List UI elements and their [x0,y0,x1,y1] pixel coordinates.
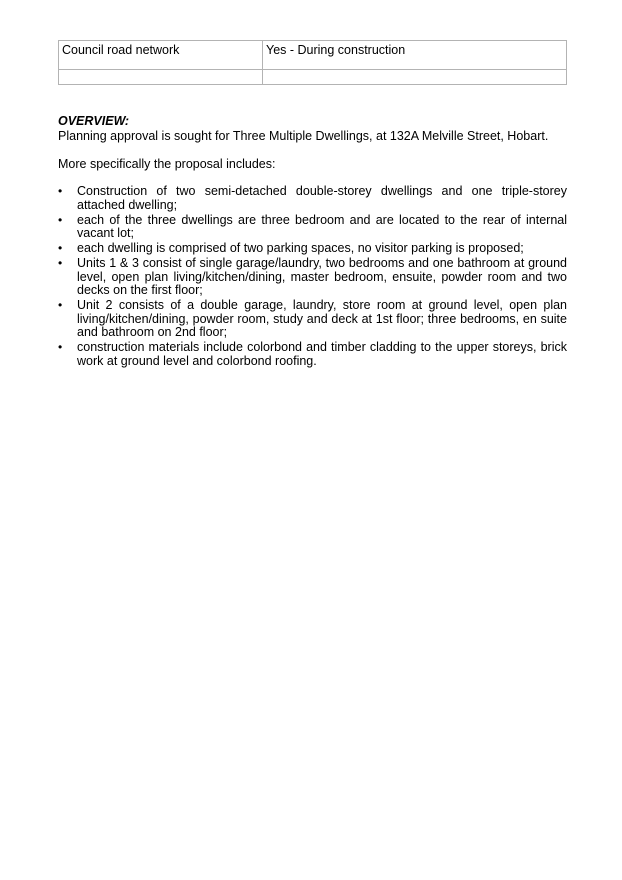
list-item [58,214,567,241]
bullet-icon: • [58,212,63,227]
table-cell-response [263,70,567,85]
list-item-text: Construction of two semi-detached double-storey dwellings and one triple-storey attached dwelling; [77,184,567,212]
table-row [59,70,567,85]
overview-lead: More specifically the proposal includes: [58,157,276,171]
proposal-list [58,185,567,370]
bullet-icon: • [58,340,63,354]
list-item [58,257,567,298]
table-cell-agency [59,70,263,85]
table-cell-agency: Council road network [59,41,263,70]
list-item-text: construction materials include colorbond and timber cladding to the upper storeys, brick work at ground level and colorbond roofing. [77,340,567,368]
table-cell-response: Yes - During construction [263,41,567,70]
list-item-text: each dwelling is comprised of two parking spaces, no visitor parking is proposed; [77,241,524,255]
list-item-text: Unit 2 consists of a double garage, laundry, store room at ground level, open plan living/kitchen/dining, powder room, study and deck at 1st floor; three bedrooms, en suite and bathroom on 2nd floor; [77,298,567,339]
bullet-icon: • [58,241,63,255]
table-row [59,41,567,70]
list-item-text: each of the three dwellings are three bedroom and are located to the rear of internal vacant lot; [77,212,567,240]
bullet-icon: • [58,298,63,312]
bullet-icon: • [58,184,63,198]
list-item [58,185,567,212]
referral-table [58,40,567,85]
list-item-text: Units 1 & 3 consist of single garage/laundry, two bedrooms and one bathroom at ground level, open plan living/kitchen/dining, master bedroom, ensuite, powder room and two decks on the first floor; [77,256,567,297]
overview-intro: Planning approval is sought for Three Multiple Dwellings, at 132A Melville Street, Hobart. [58,129,549,143]
overview-heading: OVERVIEW: [58,114,130,128]
list-item [58,242,567,256]
list-item [58,341,567,368]
list-item [58,299,567,340]
bullet-icon: • [58,256,63,270]
